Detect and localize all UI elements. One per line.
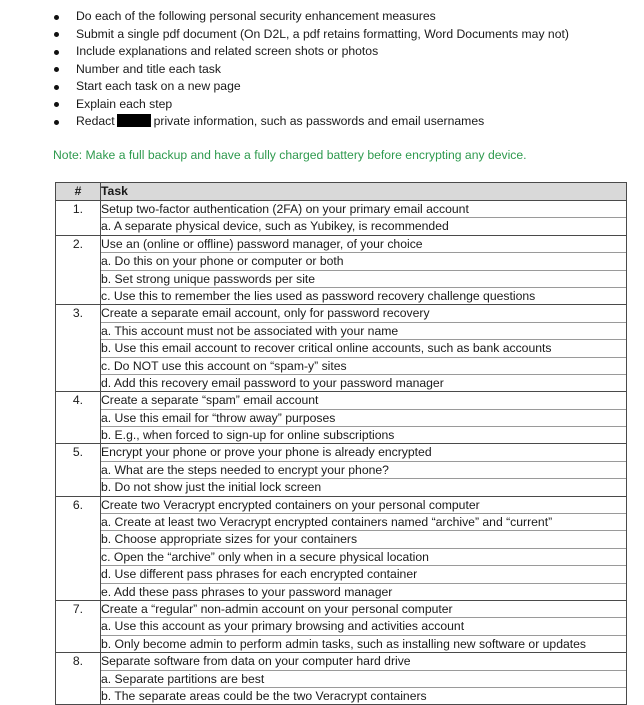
task-step: a. A separate physical device, such as Yubikey, is recommended [101,217,626,234]
table-row [56,392,627,444]
instruction-text: Number and title each task [76,61,221,76]
task-step: c. Do NOT use this account on “spam-y” sites [101,357,626,374]
task-title: Create two Veracrypt encrypted containers on your personal computer [101,497,480,512]
instruction-text: Include explanations and related screen shots or photos [76,44,379,58]
task-step: e. Add these pass phrases to your password manager [101,583,626,600]
redact-label: Redact [76,114,115,128]
task-cell [101,392,627,444]
instruction-item [52,8,569,26]
task-title: Create a “regular” non-admin account on your personal computer [101,601,453,616]
task-step: a. Separate partitions are best [101,670,626,687]
instruction-list [52,8,569,131]
task-step: d. Add this recovery email password to your password manager [101,374,626,391]
bullet-icon [54,120,59,125]
table-row [56,600,627,652]
task-cell [101,305,627,392]
redact-text: private information, such as passwords and email usernames [153,114,485,128]
instruction-item [52,61,569,79]
bullet-icon [54,85,59,90]
table-row [56,201,627,236]
task-step: a. Use this account as your primary browsing and activities account [101,617,626,634]
task-step: a. Do this on your phone or computer or both [101,252,626,269]
bullet-icon [54,67,59,72]
task-number: 6. [56,496,101,600]
bullet-icon [54,50,59,55]
task-step: c. Open the “archive” only when in a secure physical location [101,548,626,565]
instruction-text: Submit a single pdf document (On D2L, a pdf retains formatting, Word Documents may not) [76,26,569,41]
header-task: Task [101,183,627,201]
task-cell [101,653,627,705]
bullet-icon [54,15,59,20]
task-step: b. Choose appropriate sizes for your containers [101,530,626,547]
instruction-item [52,78,569,96]
task-step: d. Use different pass phrases for each encrypted container [101,565,626,582]
header-number: # [56,183,101,201]
bullet-icon [54,32,59,37]
task-step: b. The separate areas could be the two Veracrypt containers [101,687,626,704]
instruction-text: Do each of the following personal security enhancement measures [76,9,436,23]
task-cell [101,600,627,652]
table-row [56,305,627,392]
task-step: a. Create at least two Veracrypt encrypted containers named “archive” and “current” [101,513,626,530]
task-step: b. Set strong unique passwords per site [101,270,626,287]
task-number: 2. [56,235,101,305]
task-step: c. Use this to remember the lies used as password recovery challenge questions [101,287,626,304]
task-step: a. This account must not be associated with your name [101,322,626,339]
bullet-icon [54,102,59,107]
task-number: 3. [56,305,101,392]
task-title: Create a separate email account, only for password recovery [101,306,430,321]
backup-note: Note: Make a full backup and have a fully charged battery before encrypting any device. [53,148,527,162]
task-number: 4. [56,392,101,444]
task-title: Create a separate “spam” email account [101,393,319,408]
table-row [56,653,627,705]
instruction-text: Explain each step [76,96,173,111]
task-cell [101,496,627,600]
instruction-item-redact [52,113,569,131]
instruction-item [52,43,569,61]
redaction-bar [117,114,151,127]
instruction-item [52,96,569,114]
task-step: b. Use this email account to recover critical online accounts, such as bank accounts [101,339,626,356]
table-header-row [56,183,627,201]
task-number: 1. [56,201,101,236]
task-title: Use an (online or offline) password manager, of your choice [101,236,423,251]
task-cell [101,444,627,496]
task-step: b. Only become admin to perform admin tasks, such as installing new software or updates [101,635,626,652]
task-title: Setup two-factor authentication (2FA) on your primary email account [101,202,469,216]
task-number: 7. [56,600,101,652]
task-cell [101,235,627,305]
instruction-text: Start each task on a new page [76,79,241,93]
task-cell [101,201,627,236]
task-step: a. What are the steps needed to encrypt your phone? [101,461,626,478]
task-step: b. Do not show just the initial lock screen [101,478,626,495]
task-number: 8. [56,653,101,705]
table-row [56,444,627,496]
instruction-item [52,26,569,44]
task-table [55,182,627,705]
task-title: Encrypt your phone or prove your phone is already encrypted [101,445,432,460]
task-number: 5. [56,444,101,496]
table-row [56,496,627,600]
table-row [56,235,627,305]
task-title: Separate software from data on your computer hard drive [101,654,411,669]
task-step: a. Use this email for “throw away” purposes [101,409,626,426]
task-step: b. E.g., when forced to sign-up for online subscriptions [101,426,626,443]
